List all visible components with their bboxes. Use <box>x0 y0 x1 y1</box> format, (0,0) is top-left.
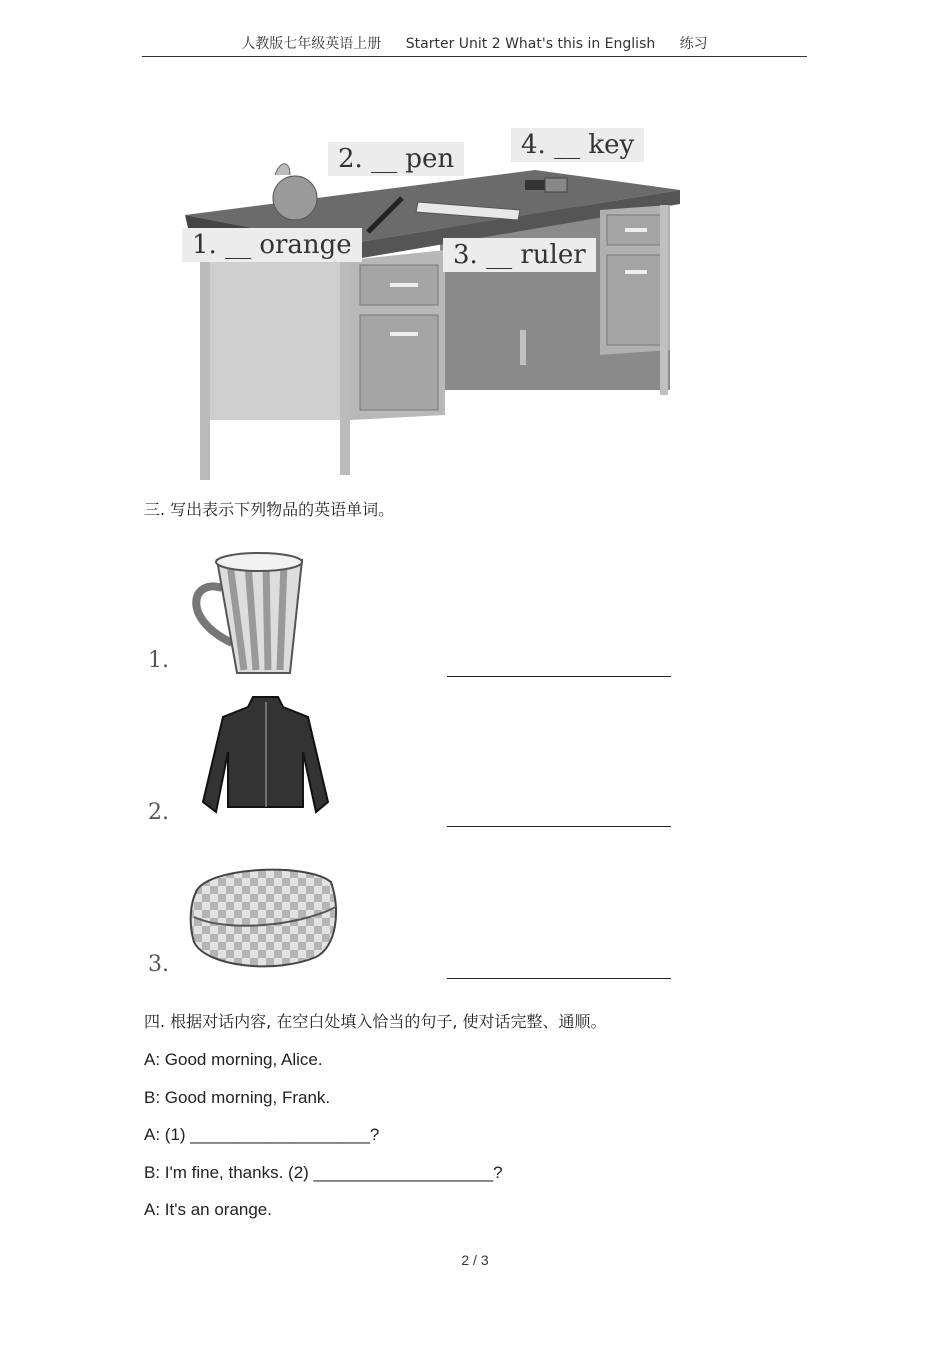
page-number: 2 / 3 <box>461 1252 489 1268</box>
cup-icon <box>182 548 312 678</box>
desk-label-ruler: 3. __ ruler <box>443 238 596 272</box>
dialog-line: B: Good morning, Frank. <box>144 1088 331 1107</box>
answer-line-2[interactable] <box>447 826 671 827</box>
desk-label-key: 4. __ key <box>511 128 644 162</box>
dialog-line: A: Good morning, Alice. <box>144 1050 323 1069</box>
quilt-icon <box>186 862 341 974</box>
desk-label-orange: 1. __ orange <box>182 228 362 262</box>
jacket-icon <box>198 692 338 827</box>
header-book-title: 人教版七年级英语上册 <box>241 36 382 52</box>
section-3-title: 三. 写出表示下列物品的英语单词。 <box>144 500 395 519</box>
item-number: 3. <box>148 952 169 977</box>
dialog-line-blank-1[interactable]: A: (1) ___________________? <box>144 1125 380 1144</box>
page-header <box>142 34 807 57</box>
desk-label-pen: 2. __ pen <box>328 142 464 176</box>
item-number: 1. <box>148 648 169 673</box>
item-number: 2. <box>148 800 169 825</box>
answer-line-1[interactable] <box>447 676 671 677</box>
header-tag: 练习 <box>679 36 708 52</box>
dialog-line-blank-2[interactable]: B: I'm fine, thanks. (2) ___________________? <box>144 1163 503 1182</box>
answer-line-3[interactable] <box>447 978 671 979</box>
section-4-title: 四. 根据对话内容, 在空白处填入恰当的句子, 使对话完整、通顺。 <box>144 1012 607 1031</box>
dialog-line: A: It's an orange. <box>144 1200 272 1219</box>
header-unit-title: Starter Unit 2 What's this in English <box>405 36 656 52</box>
